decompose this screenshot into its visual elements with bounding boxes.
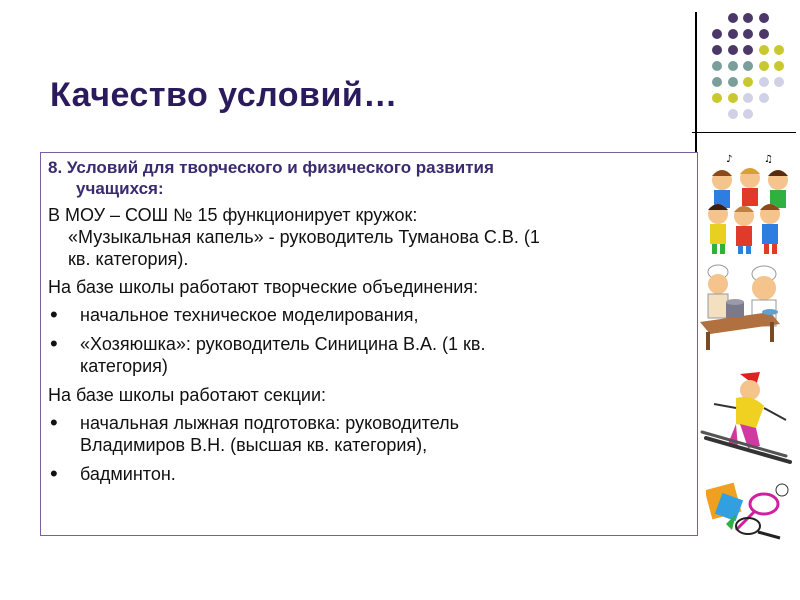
decorative-dot xyxy=(774,77,784,87)
skier-icon xyxy=(700,368,796,466)
decorative-dot xyxy=(743,61,753,71)
decorative-dot xyxy=(743,13,753,23)
paragraph-sports-sections: На базе школы работают секции: xyxy=(48,385,327,405)
list-item xyxy=(48,412,689,456)
section-heading-line1: 8. Условий для творческого и физического развития xyxy=(48,158,494,177)
decorative-dot xyxy=(759,29,769,39)
singing-children-icon xyxy=(704,152,796,256)
decorative-dot xyxy=(712,93,722,103)
list-item-line: • «Хозяюшка»: руководитель Синицина В.А. (1 кв. xyxy=(80,334,486,354)
list-item xyxy=(48,304,689,326)
badminton-icon xyxy=(706,478,796,544)
list-item-line: • начальное техническое моделирования, xyxy=(80,305,419,325)
section-heading xyxy=(48,157,689,199)
decorative-dot xyxy=(774,61,784,71)
list-item xyxy=(48,333,689,377)
decorative-dot xyxy=(759,13,769,23)
list-item-line: • бадминтон. xyxy=(80,464,176,484)
decorative-dot xyxy=(759,61,769,71)
paragraph-club-line2: «Музыкальная капель» - руководитель Туманова С.В. (1 xyxy=(68,227,540,247)
decorative-dot xyxy=(712,77,722,87)
decorative-dot xyxy=(743,45,753,55)
title-horizontal-rule xyxy=(692,132,796,133)
paragraph-club-line3: кв. категория). xyxy=(68,249,189,269)
decorative-dot xyxy=(743,29,753,39)
svg-text:♪: ♪ xyxy=(726,154,733,165)
paragraph-club xyxy=(48,204,689,270)
decorative-dot xyxy=(759,77,769,87)
content-box xyxy=(40,152,698,536)
slide-title: Качество условий… xyxy=(50,76,398,114)
decorative-dot xyxy=(728,93,738,103)
decorative-dot xyxy=(759,45,769,55)
decorative-dot xyxy=(774,45,784,55)
paragraph-club-line1: В МОУ – СОШ № 15 функционирует кружок: xyxy=(48,205,418,225)
decorative-dot xyxy=(728,13,738,23)
bullet-list-creative xyxy=(48,304,689,377)
decorative-dot xyxy=(728,77,738,87)
title-vertical-rule xyxy=(695,12,697,152)
bullet-list-sports xyxy=(48,412,689,485)
decorative-dot xyxy=(728,61,738,71)
section-heading-line2: учащихся: xyxy=(76,179,164,198)
list-item-line: Владимиров В.Н. (высшая кв. категория), xyxy=(80,435,428,455)
cooking-children-icon xyxy=(700,262,796,354)
decorative-dot xyxy=(743,109,753,119)
decorative-dot xyxy=(743,93,753,103)
decorative-dot xyxy=(728,45,738,55)
decorative-dot xyxy=(743,77,753,87)
list-item-line: • начальная лыжная подготовка: руководитель xyxy=(80,413,460,433)
list-item-line: категория) xyxy=(80,356,168,376)
decorative-dot xyxy=(712,29,722,39)
decorative-dot xyxy=(728,29,738,39)
decorative-dot xyxy=(712,61,722,71)
decorative-dot xyxy=(728,109,738,119)
decorative-dot xyxy=(759,93,769,103)
decorative-dot xyxy=(712,45,722,55)
svg-text:♫: ♫ xyxy=(764,154,773,165)
paragraph-creative-groups: На базе школы работают творческие объединения: xyxy=(48,277,479,297)
list-item xyxy=(48,463,689,485)
